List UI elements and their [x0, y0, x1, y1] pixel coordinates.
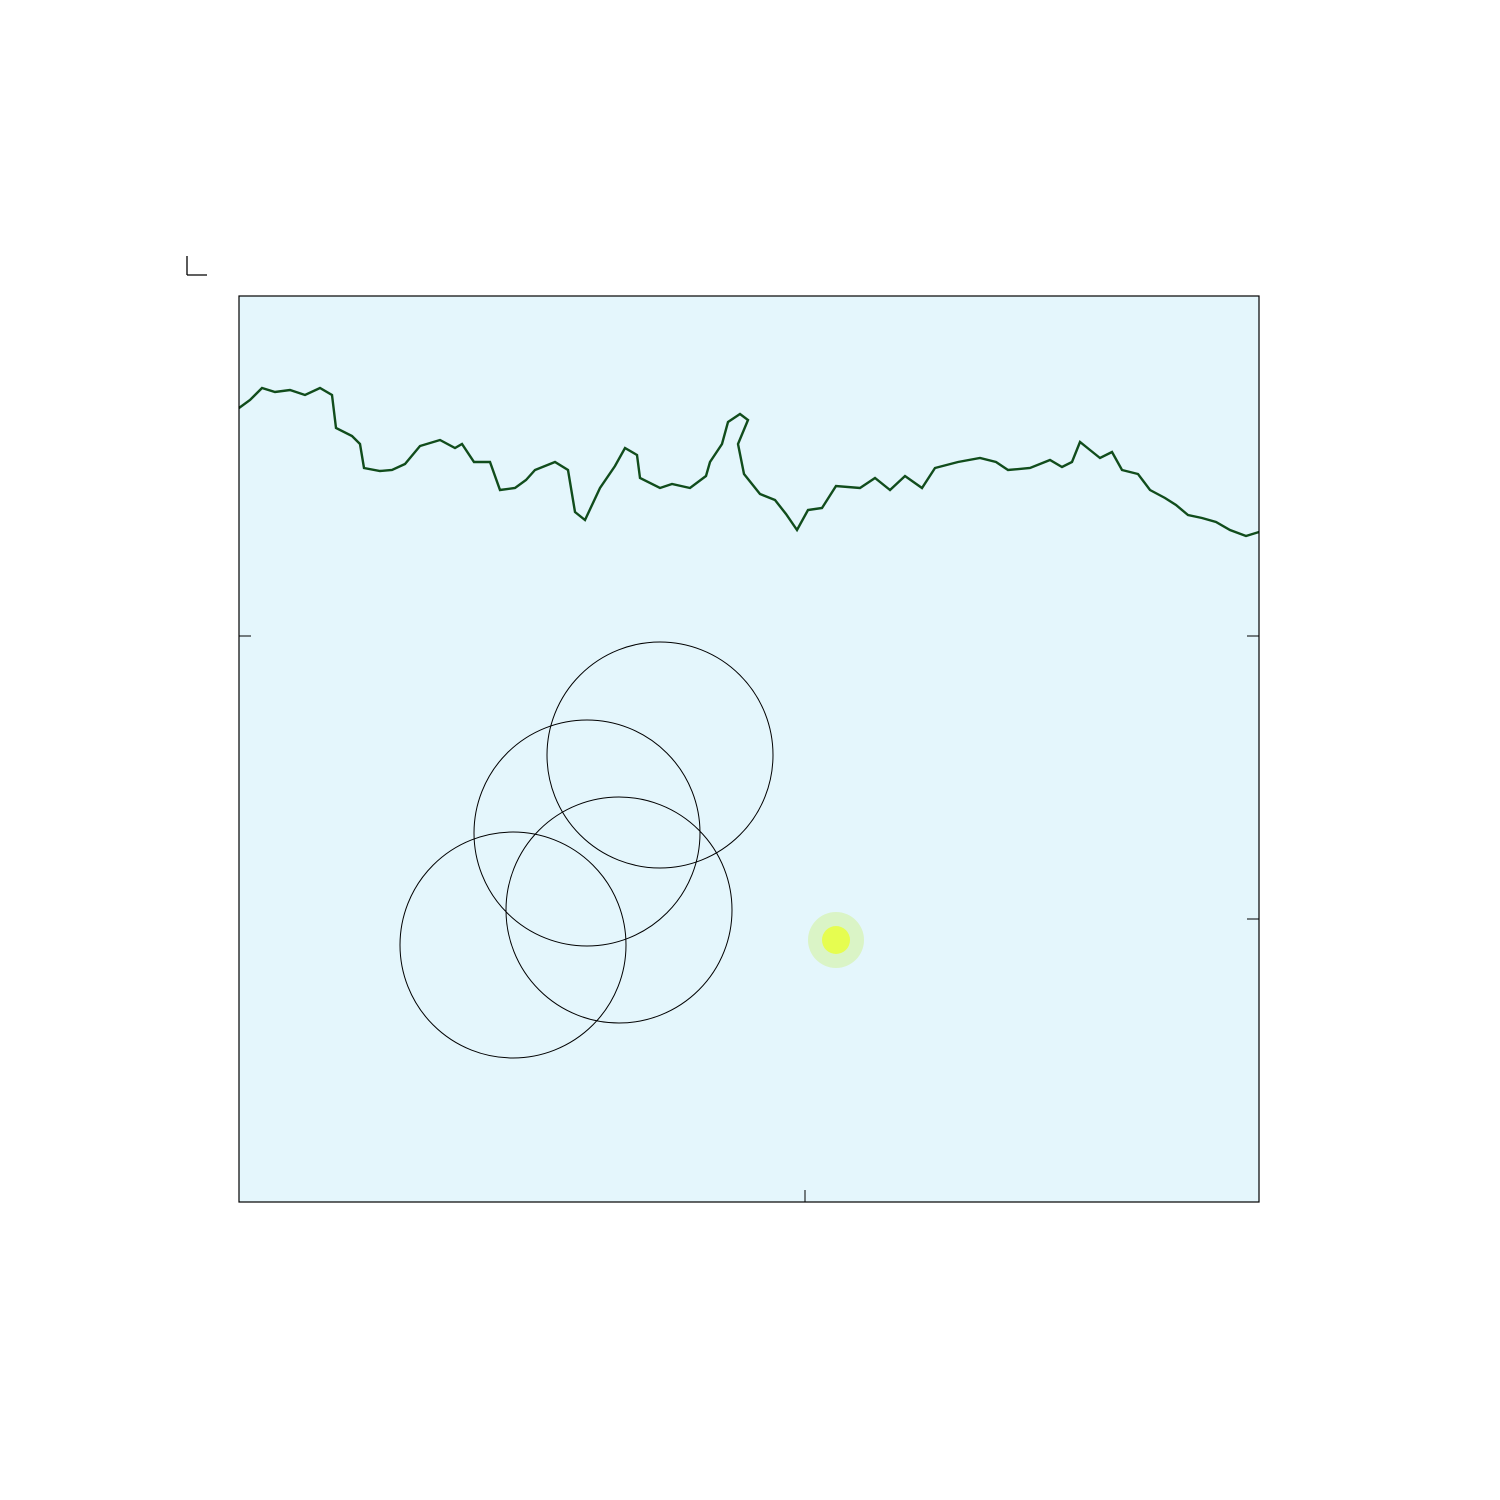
map-background — [239, 296, 1259, 1202]
peak-wind-spot — [822, 926, 850, 954]
vector-key-icon — [187, 256, 207, 275]
